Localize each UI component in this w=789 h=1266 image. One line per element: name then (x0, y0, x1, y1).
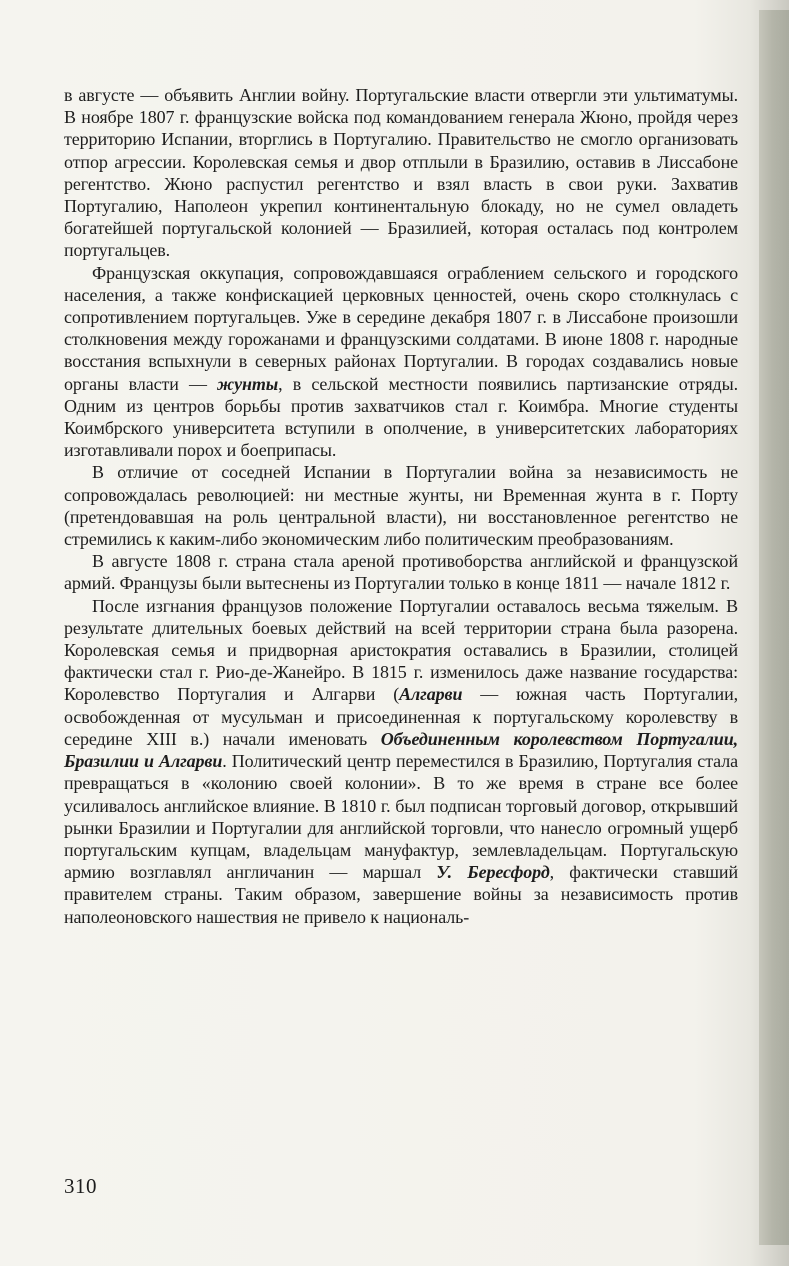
text-run: — южная часть Португалии, освобожденная от мусульман и присоединенная к португальскому королевству в середине XIII в.) начали именовать (64, 684, 739, 749)
paragraph (64, 461, 738, 550)
text-run: . Политический центр переместился в Бразилию, Португалия стала превращаться в «колонию своей колонии». В то же время в стране все более усиливалось английское влияние. В 1810 г. был подписан торговый договор, открывший рынки Бразилии и Португалии для английской торговли, что нанесло огромный ущерб португальским купцам, владельцам мануфактур, землевладельцам. Португальскую армию возглавлял англичанин — маршал (64, 751, 738, 883)
italic-term: жунты (217, 373, 279, 394)
italic-term: У. Бересфорд (436, 862, 550, 883)
paragraph (64, 84, 738, 262)
text-run: После изгнания французов положение Португалии оставалось весьма тяжелым. В результате длительных боевых действий на всей территории страна была разорена. Королевская семья и придворная аристократия оставались в Бразилии, столицей фактически стал г. Рио-де-Жанейро. В 1815 г. изменилось даже название государства: Королевство Португалия и Алгарви ( (64, 595, 738, 705)
text-run: , фактически ставший правителем страны. Таким образом, завершение войны за независимость против наполеоновского нашествия не привело к националь- (64, 862, 738, 927)
paragraph (64, 262, 738, 462)
text-run: , в сельской местности появились партизанские отряды. Одним из центров борьбы против захватчиков стал г. Коимбра. Многие студенты Коимбрского университета вступили в ополчение, в университетских лабораториях изготавливали порох и боеприпасы. (64, 373, 738, 461)
page-body-text (64, 84, 738, 928)
paragraph (64, 550, 738, 594)
italic-term: Объединенным королевством Португалии, Бразилии и Алгарви (64, 728, 739, 772)
paragraph (64, 595, 738, 928)
book-spine-shadow (759, 10, 789, 1245)
italic-term: Алгарви (399, 684, 463, 705)
text-run: Французская оккупация, сопровождавшаяся ограблением сельского и городского населения, а также конфискацией церковных ценностей, очень скоро столкнулась с сопротивлением португальцев. Уже в середине декабря 1807 г. в Лиссабоне произошли столкновения между горожанами и французскими солдатами. В июне 1808 г. народные восстания вспыхнули в северных районах Португалии. В городах создавались новые органы власти — (64, 262, 738, 394)
page-number: 310 (64, 1174, 97, 1198)
text-run: в августе — объявить Англии войну. Португальские власти отвергли эти ультиматумы. В ноябре 1807 г. французские войска под командованием генерала Жюно, пройдя через территорию Испании, вторглись в Португалию. Правительство не смогло организовать отпор агрессии. Королевская семья и двор отплыли в Бразилию, оставив в Лиссабоне регентство. Жюно распустил регентство и взял власть в свои руки. Захватив Португалию, Наполеон укрепил континентальную блокаду, но не сумел овладеть богатейшей португальской колонией — Бразилией, которая осталась под контролем португальцев. (64, 85, 738, 261)
text-run: В отличие от соседней Испании в Португалии война за независимость не сопровождалась революцией: ни местные жунты, ни Временная жунта в г. Порту (претендовавшая на роль центральной власти), ни восстановленное регентство не стремились к каким-либо экономическим либо политическим преобразованиям. (64, 462, 738, 550)
text-run: В августе 1808 г. страна стала ареной противоборства английской и французской армий. Французы были вытеснены из Португалии только в конце 1811 — начале 1812 г. (64, 551, 738, 594)
